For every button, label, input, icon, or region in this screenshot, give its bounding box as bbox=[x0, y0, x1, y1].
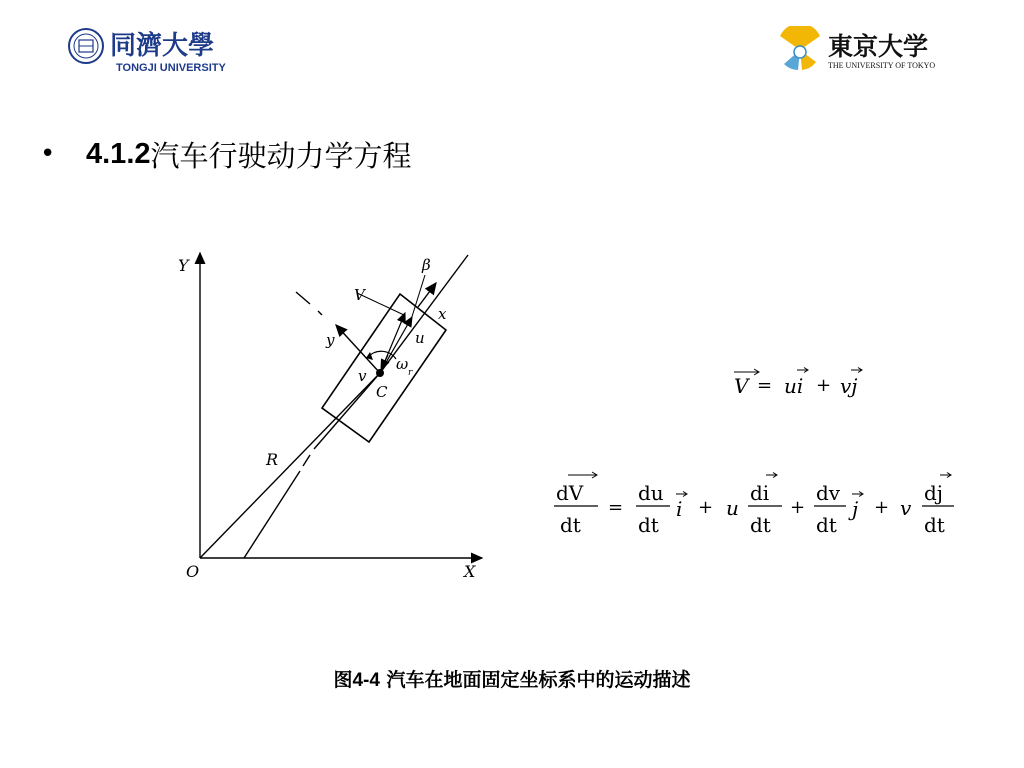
eq2-frac3-denominator: dt bbox=[750, 513, 771, 537]
tokyo-university-logo bbox=[778, 26, 978, 76]
eq2-frac5-denominator: dt bbox=[924, 513, 945, 537]
eq2-plus-2: + bbox=[790, 497, 806, 518]
beta-label: β bbox=[422, 256, 431, 274]
eq1-plus: + bbox=[816, 375, 832, 396]
tokyo-japanese-name: 東京大学 bbox=[828, 32, 929, 61]
dashed-line-upper bbox=[314, 373, 380, 449]
eq2-frac2-numerator: du bbox=[638, 481, 664, 505]
section-number: 4.1.2 bbox=[86, 137, 151, 170]
eq2-frac5-numerator: dj bbox=[924, 481, 944, 505]
eq1-equals: = bbox=[757, 375, 773, 396]
v-label: v bbox=[358, 367, 367, 385]
eq2-frac1-denominator: dt bbox=[560, 513, 581, 537]
velocity-equations bbox=[540, 355, 980, 555]
tokyo-english-name: THE UNIVERSITY OF TOKYO bbox=[828, 61, 936, 70]
tongji-chinese-name: 同濟大學 bbox=[110, 31, 215, 61]
radius-label: R bbox=[266, 450, 279, 469]
vehicle-coordinate-diagram bbox=[160, 245, 500, 585]
tongji-university-logo bbox=[66, 24, 266, 74]
vehicle-x-label: x bbox=[438, 305, 447, 323]
eq2-equals: = bbox=[608, 497, 624, 518]
caption-text: 汽车在地面固定坐标系中的运动描述 bbox=[379, 669, 691, 691]
velocity-equation bbox=[734, 368, 862, 399]
velocity-label: V bbox=[354, 286, 365, 304]
lateral-axis-dash-2 bbox=[318, 311, 322, 315]
x-axis-label: X bbox=[464, 562, 476, 581]
x-direction-arrow bbox=[418, 283, 436, 307]
section-title: 汽车行驶动力学方程 bbox=[150, 138, 412, 173]
eq1-term-ui: ui bbox=[784, 374, 804, 398]
acceleration-equation bbox=[554, 472, 954, 537]
eq2-frac2-denominator: dt bbox=[638, 513, 659, 537]
tongji-seal-icon bbox=[69, 29, 103, 63]
eq2-i: i bbox=[676, 497, 683, 521]
center-of-mass-point bbox=[376, 369, 384, 377]
eq2-v: v bbox=[900, 496, 912, 520]
lateral-axis-dash-1 bbox=[296, 292, 310, 304]
eq1-term-vj: vj bbox=[840, 374, 858, 398]
eq2-frac4-numerator: dv bbox=[816, 481, 841, 505]
dashed-line-dash bbox=[303, 455, 310, 466]
bullet-icon: • bbox=[40, 139, 56, 169]
eq2-frac3-numerator: di bbox=[750, 481, 770, 505]
center-of-mass-label: C bbox=[376, 383, 388, 401]
ginkgo-leaf-icon bbox=[780, 26, 820, 70]
y-axis-label: Y bbox=[178, 256, 189, 275]
figure-caption bbox=[0, 665, 1024, 692]
section-heading bbox=[40, 134, 412, 174]
caption-prefix: 图 bbox=[333, 669, 353, 691]
caption-number: 4-4 bbox=[352, 670, 380, 691]
eq2-frac1-numerator: dV bbox=[556, 481, 584, 505]
eq1-lhs: V bbox=[734, 374, 749, 398]
eq2-plus-3: + bbox=[874, 497, 890, 518]
u-label: u bbox=[415, 329, 425, 347]
radius-line bbox=[200, 373, 380, 558]
yaw-rate-label: ω bbox=[396, 355, 409, 373]
yaw-rate-subscript: r bbox=[408, 368, 413, 378]
eq2-frac4-denominator: dt bbox=[816, 513, 837, 537]
origin-label: O bbox=[186, 562, 200, 581]
vehicle-y-label: y bbox=[326, 331, 335, 349]
eq2-u: u bbox=[726, 496, 739, 520]
eq2-j: j bbox=[852, 497, 859, 521]
eq2-plus-1: + bbox=[698, 497, 714, 518]
tongji-english-name: TONGJI UNIVERSITY bbox=[116, 62, 226, 74]
